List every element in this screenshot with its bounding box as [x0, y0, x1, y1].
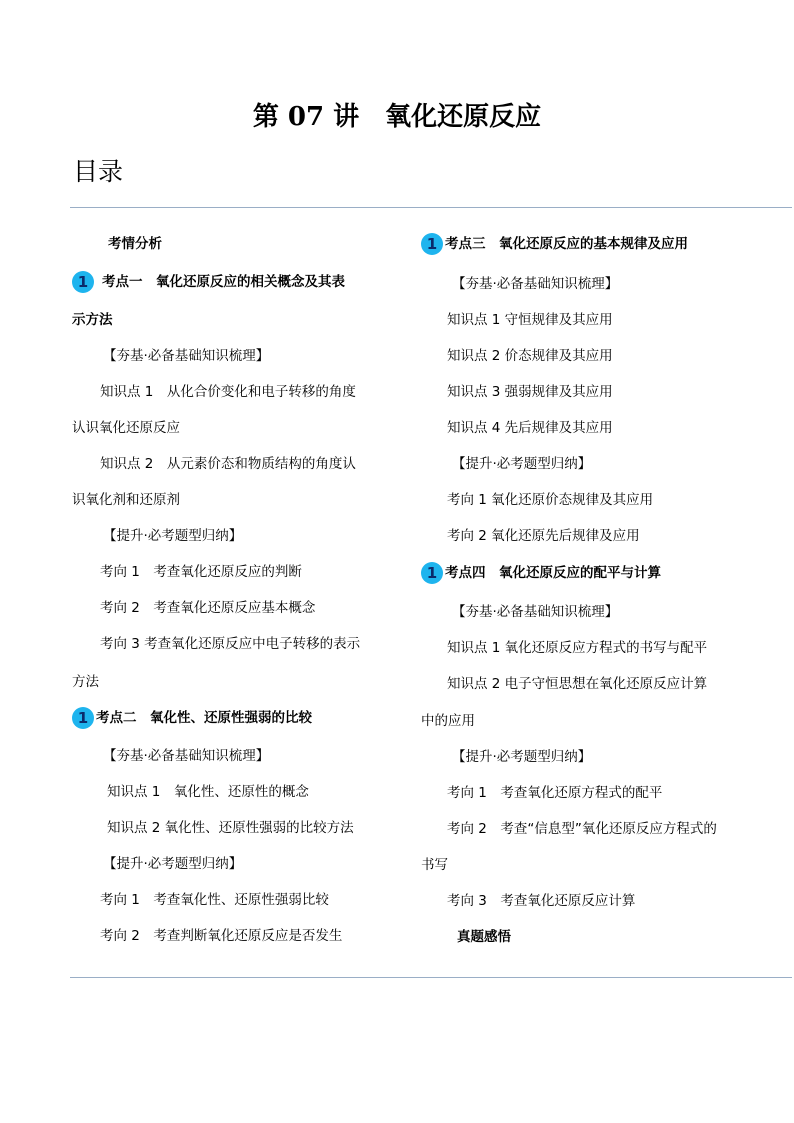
toc-item-analysis[interactable]: 考情分析 — [108, 236, 162, 252]
toc-item-kp2-up[interactable]: 【提升·必考题型归纳】 — [103, 856, 243, 872]
toc-item-kp1-d1[interactable]: 考向 1 考查氧化还原反应的判断 — [100, 564, 302, 580]
toc-item-kp4-d3[interactable]: 考向 3 考查氧化还原反应计算 — [447, 893, 636, 909]
toc-item-kp4-base[interactable]: 【夯基·必备基础知识梳理】 — [452, 604, 619, 620]
bottom-divider — [70, 977, 792, 978]
kp1-label: 考点一 氧化还原反应的相关概念及其表 — [102, 274, 345, 290]
toc-item-kp3[interactable] — [421, 233, 688, 255]
toc-item-kp3-k4[interactable]: 知识点 4 先后规律及其应用 — [447, 420, 613, 436]
toc-item-kp4-d2-cont[interactable]: 书写 — [421, 857, 448, 873]
toc-item-kp4-up[interactable]: 【提升·必考题型归纳】 — [452, 749, 592, 765]
toc-item-kp3-d1[interactable]: 考向 1 氧化还原价态规律及其应用 — [447, 492, 654, 508]
toc-item-kp1-d3[interactable]: 考向 3 考查氧化还原反应中电子转移的表示 — [100, 636, 361, 652]
toc-item-kp1-k1-cont[interactable]: 认识氧化还原反应 — [72, 420, 180, 436]
toc-item-exam[interactable]: 真题感悟 — [457, 929, 511, 945]
page-title: 第 07 讲 氧化还原反应 — [252, 102, 542, 132]
number-badge-icon: 1 — [72, 271, 94, 293]
toc-item-kp4-d2[interactable]: 考向 2 考查“信息型”氧化还原反应方程式的 — [447, 821, 717, 837]
kp3-label: 考点三 氧化还原反应的基本规律及应用 — [445, 236, 688, 252]
toc-item-kp1-k2[interactable]: 知识点 2 从元素价态和物质结构的角度认 — [100, 456, 356, 472]
toc-item-kp4-k2-cont[interactable]: 中的应用 — [421, 713, 475, 729]
toc-item-kp3-k1[interactable]: 知识点 1 守恒规律及其应用 — [447, 312, 613, 328]
toc-item-kp1-k1[interactable]: 知识点 1 从化合价变化和电子转移的角度 — [100, 384, 356, 400]
toc-item-kp3-up[interactable]: 【提升·必考题型归纳】 — [452, 456, 592, 472]
toc-heading: 目录 — [73, 157, 124, 186]
toc-item-kp2-base[interactable]: 【夯基·必备基础知识梳理】 — [103, 748, 270, 764]
number-badge-icon: 1 — [421, 562, 443, 584]
toc-item-kp1-base[interactable]: 【夯基·必备基础知识梳理】 — [103, 348, 270, 364]
toc-item-kp1-k2-cont[interactable]: 识氧化剂和还原剂 — [72, 492, 180, 508]
toc-item-kp3-d2[interactable]: 考向 2 氧化还原先后规律及应用 — [447, 528, 640, 544]
kp4-label: 考点四 氧化还原反应的配平与计算 — [445, 565, 661, 581]
toc-item-kp1-d2[interactable]: 考向 2 考查氧化还原反应基本概念 — [100, 600, 316, 616]
number-badge-icon: 1 — [421, 233, 443, 255]
toc-item-kp2-k1[interactable]: 知识点 1 氧化性、还原性的概念 — [107, 784, 309, 800]
toc-item-kp3-k2[interactable]: 知识点 2 价态规律及其应用 — [447, 348, 613, 364]
toc-item-kp1[interactable] — [72, 271, 345, 293]
kp2-label: 考点二 氧化性、还原性强弱的比较 — [96, 710, 312, 726]
toc-item-kp4-k2[interactable]: 知识点 2 电子守恒思想在氧化还原反应计算 — [447, 676, 708, 692]
toc-item-kp1-d3-cont[interactable]: 方法 — [72, 674, 99, 690]
toc-item-kp2-k2[interactable]: 知识点 2 氧化性、还原性强弱的比较方法 — [107, 820, 354, 836]
toc-item-kp4-d1[interactable]: 考向 1 考查氧化还原方程式的配平 — [447, 785, 663, 801]
toc-item-kp1-cont[interactable]: 示方法 — [72, 312, 113, 328]
toc-item-kp3-base[interactable]: 【夯基·必备基础知识梳理】 — [452, 276, 619, 292]
top-divider — [70, 207, 792, 208]
toc-item-kp4[interactable] — [421, 562, 661, 584]
toc-item-kp2-d1[interactable]: 考向 1 考查氧化性、还原性强弱比较 — [100, 892, 329, 908]
toc-item-kp1-up[interactable]: 【提升·必考题型归纳】 — [103, 528, 243, 544]
toc-item-kp2-d2[interactable]: 考向 2 考查判断氧化还原反应是否发生 — [100, 928, 343, 944]
toc-item-kp2[interactable] — [72, 707, 312, 729]
toc-item-kp3-k3[interactable]: 知识点 3 强弱规律及其应用 — [447, 384, 613, 400]
number-badge-icon: 1 — [72, 707, 94, 729]
toc-item-kp4-k1[interactable]: 知识点 1 氧化还原反应方程式的书写与配平 — [447, 640, 708, 656]
